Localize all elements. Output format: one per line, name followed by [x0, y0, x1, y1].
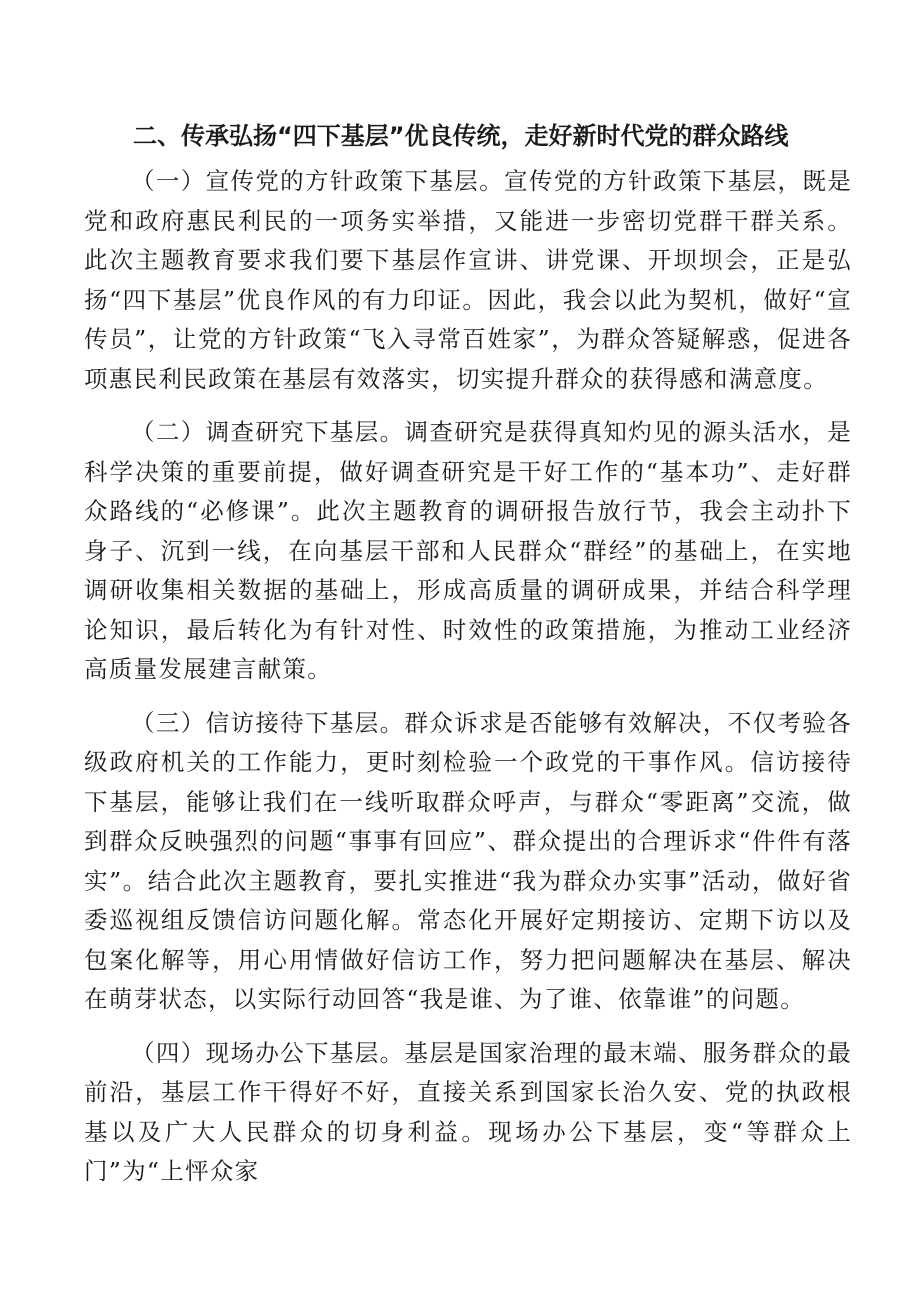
paragraph-propaganda: （一）宣传党的方针政策下基层。宣传党的方针政策下基层，既是党和政府惠民利民的一项务实举措，又能进一步密切党群干群关系。此次主题教育要求我们要下基层作宣讲、讲党课、开坝坝会，正是弘扬“四下基层”优良作风的有力印证。因此，我会以此为契机，做好“宣传员”，让党的方针政策“飞入寻常百姓家”，为群众答疑解惑，促进各项惠民利民政策在基层有效落实，切实提升群众的获得感和满意度。 [84, 167, 852, 393]
paragraph-onsite-office: （四）现场办公下基层。基层是国家治理的最末端、服务群众的最前沿，基层工作干得好不好，直接关系到国家长治久安、党的执政根基以及广大人民群众的切身利益。现场办公下基层，变“等群众上门”为“上怦众家 [84, 1038, 852, 1185]
document-body [84, 162, 852, 1192]
paragraph-petition: （三）信访接待下基层。群众诉求是否能够有效解决，不仅考验各级政府机关的工作能力，更时刻检验一个政党的干事作风。信访接待下基层，能够让我们在一线听取群众呼声，与群众“零距离”交流，做到群众反映强烈的问题“事事有回应”、群众提出的合理诉求“件件有落实”。结合此次主题教育，要扎实推进“我为群众办实事”活动，做好省委巡视组反馈信访问题化解。常态化开展好定期接访、定期下访以及包案化解等，用心用情做好信访工作，努力把问题解决在基层、解决在萌芽状态，以实际行动回答“我是谁、为了谁、依靠谁”的问题。 [84, 708, 852, 1013]
paragraph-investigation: （二）调查研究下基层。调查研究是获得真知灼见的源头活水，是科学决策的重要前提，做好调查研究是干好工作的“基本功”、走好群众路线的“必修课”。此次主题教育的调研报告放行节，我会主动扑下身子、沉到一线，在向基层干部和人民群众“群经”的基础上，在实地调研收集相关数据的基础上，形成高质量的调研成果，并结合科学理论知识，最后转化为有针对性、时效性的政策措施，为推动工业经济高质量发展建言献策。 [84, 418, 852, 683]
section-heading: 二、传承弘扬“四下基层”优良传统，走好新时代党的群众路线 [133, 122, 789, 150]
